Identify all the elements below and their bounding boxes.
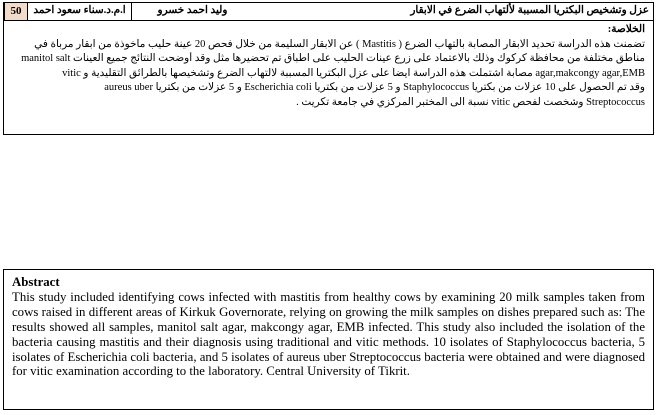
- english-abstract-heading: Abstract: [12, 275, 60, 289]
- arabic-abstract-line: تضمنت هذه الدراسة تحديد الابقار المصابة بالتهاب الضرع ( Mastitis ) عن الابقار السليمة من خلال فحص 20 عينة حليب مأخوذة من ابقار مرباة في: [34, 38, 645, 50]
- arabic-abstract-line: Streptococcus وشخصت لفحص vitic نسبة الى المختبر المركزي في جامعة تكريت .: [296, 96, 645, 108]
- record-author-2: وليد احمد خسرو: [131, 3, 253, 20]
- arabic-abstract-line: وقد تم الحصول على 10 عزلات من بكتريا Staphylococcus و 5 عزلات من بكتريا Escherichia coli و 5 عزلات من بكتريا aureus uber: [104, 82, 645, 94]
- record-title: عزل وتشخيص البكتريا المسببة لألتهاب الضرع في الابقار: [410, 5, 649, 16]
- english-abstract-box: [3, 269, 654, 410]
- arabic-abstract: [13, 23, 645, 111]
- arabic-abstract-line: مناطق مختلفة من محافظة كركوك وذلك بالاعتماد على زرع عينات الحليب على اطباق تم تحضيرها مثل وقد أوضحت النتائج جميع العينات manitol salt: [21, 53, 645, 65]
- record-number: 50: [4, 3, 27, 20]
- arabic-abstract-heading: الخلاصة:: [607, 24, 645, 35]
- record-author-1: ا.م.د.سناء سعود احمد: [27, 3, 131, 20]
- arabic-record-box: [3, 2, 654, 135]
- arabic-abstract-line: agar,makcongy agar,EMB مصابة اشتملت هذه الدراسة ايضاً على عزل البكتريا المسببة لالتهاب الضرع وتشخيصها بالطرائق التقليدية و vitic: [62, 67, 645, 79]
- english-abstract-text: This study included identifying cows infected with mastitis from healthy cows by examining 20 milk samples taken from cows raised in different areas of Kirkuk Governorate, relying on growing the milk samples on dishes prepared such as: The results showed all samples, manitol salt agar, makcongy agar, EMB infected. This study also included the isolation of the bacteria causing mastitis and their diagnosis using traditional and vitic methods. 10 isolates of Staphylococcus bacteria, 5 isolates of Escherichia coli bacteria, and 5 isolates of aureus uber Streptococcus bacteria were obtained and were diagnosed for vitic examination according to the laboratory. Central University of Tikrit.: [12, 289, 645, 379]
- record-header-row: [4, 3, 653, 21]
